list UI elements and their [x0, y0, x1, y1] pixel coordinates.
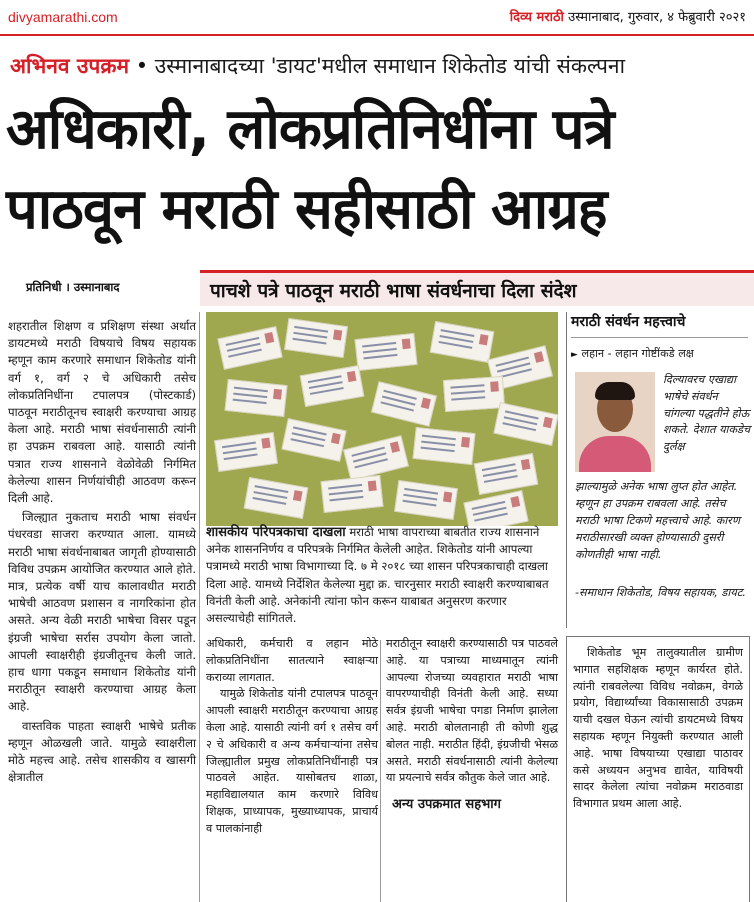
postcard-image — [394, 480, 458, 520]
postcard-image — [371, 381, 437, 427]
column-1-paragraph: शहरातील शिक्षण व प्रशिक्षण संस्था अर्थात डायटमध्ये मराठी विषयाचे विषय सहायक म्हणून काम करणारे समाधान शिकेतोड यांनी वर्ग १, वर्ग २ चे अधिकारी तसेच लोकप्रतिनिधींना टपालपत्र (पोस्टकार्ड) पाठवून मराठीतूनच स्वाक्षरी करण्याचा आग्रह केला आहे. मराठी भाषा संवर्धनासाठी त्यांनी हा उपक्रम राबवला आहे. यासाठी त्यांनी पत्रात राज्य शासनाने वेळोवेळी निर्गमित केलेल्या शासन निर्णयांचीही आठवण करून दिली आहे. — [8, 319, 196, 506]
column-1-paragraph: वास्तविक पाहता स्वाक्षरी भाषेचे प्रतीक म्हणून ओळखली जाते. यामुळे स्वाक्षरीला मोठे महत्त्व आहे. तसेच शासकीय व खासगी क्षेत्रातील — [8, 718, 196, 785]
deck-headline: पाचशे पत्रे पाठवून मराठी भाषा संवर्धनाचा दिला संदेश — [200, 270, 754, 306]
postcard-image — [354, 333, 417, 371]
column-divider — [380, 640, 381, 902]
postcard-image — [443, 376, 505, 412]
kicker — [10, 52, 625, 80]
sidebar-box — [566, 312, 750, 628]
column-1 — [8, 318, 196, 788]
column-1-paragraph: जिल्ह्यात नुकताच मराठी भाषा संवर्धन पंधरवडा साजरा करण्यात आला. यामध्ये मराठी भाषा संवर्धनाबाबत जागृती होण्यासाठी विविध उपक्रम आयोजित करण्यात आले होते. मात्र, प्रत्येक वर्षी याच कालावधीत मराठी भाषेची आठवण प्रशासन व नागरिकांना होत असते. अन्य वेळी मराठी भाषेचा विसर पडून इंग्रजी भाषेचा सर्रास उपयोग केला जातो. आपली स्वाक्षरीही इंग्रजीतूनच केली जाते. हाच धागा पकडून समाधान शिकेतोड यांनी मराठीतून स्वाक्षरी करण्याचा आग्रह केला आहे. — [8, 510, 196, 714]
column-4-box — [566, 636, 750, 902]
postcard-image — [320, 475, 383, 513]
top-bar — [0, 0, 754, 36]
postcard-image — [281, 418, 346, 462]
postcard-image — [493, 402, 558, 446]
brand-logo: दिव्य मराठी — [509, 10, 564, 25]
postcard-image — [214, 432, 278, 472]
subhead: अन्य उपक्रमात सहभाग — [392, 797, 501, 813]
postcard-image — [430, 321, 495, 363]
column-2-paragraph: अधिकारी, कर्मचारी व लहान मोठे लोकप्रतिनिधींना सातत्याने स्वाक्षऱ्या कराव्या लागतात. — [206, 637, 378, 684]
postcard-image — [463, 490, 528, 526]
portrait-shirt — [579, 436, 651, 472]
postcard-image — [244, 477, 309, 519]
headline-line-1: अधिकारी, लोकप्रतिनिधींना पत्रे — [6, 97, 614, 162]
site-url[interactable]: divyamarathi.com — [8, 9, 118, 25]
postcard-image — [412, 427, 475, 465]
column-divider — [199, 312, 200, 902]
caption-text: मराठी भाषा वापराच्या बाबतीत राज्य शासनाने अनेक शासननिर्णय व परिपत्रके निर्गमित केलेली आहेत. शिकेतोड यांनी आपल्या पत्रामध्ये मराठी भाषा विभागाच्या दि. ७ मे २०१८ च्या शासन परिपत्रकाचाही दाखला दिला आहे. यामध्ये निर्देशित केलेल्या मुद्दा क्र. चारनुसार मराठी स्वाक्षरी करण्याबाबत विनंती केली आहे. अनेकांनी त्यांना फोन करून याबाबत अनुसरण करणार असल्याचेही सांगितले. — [206, 525, 549, 626]
masthead — [510, 7, 746, 25]
column-4-paragraph: शिकेतोड भूम तालुक्यातील ग्रामीण भागात सहशिक्षक म्हणून कार्यरत होते. त्यांनी राबवलेल्या विविध नवोक्रम, वेगळे प्रयोग, विद्यार्थ्यांच्या विकासासाठी उपक्रम याची दखल घेऊन त्यांची डायटमध्ये विषय सहायक म्हणून नियुक्ती करण्यात आली आहे. भाषा विषयाच्या एखाद्या पाठावर कसे अध्ययन अनुभव द्यावेत, याविषयी सादर केलेला त्यांचा नवोक्रम मराठवाडा विभागात प्रथम आला आहे. — [573, 646, 743, 811]
postcard-image — [474, 453, 539, 495]
postcard-image — [343, 435, 409, 481]
postcard-image — [284, 318, 348, 358]
sidebar-body: झाल्यामुळे अनेक भाषा लुप्त होत आहेत. म्हणून हा उपक्रम राबवला आहे. तसेच मराठी भाषा टिकणे महत्त्वाचे आहे. कारण मराठीसारखी व्यक्त होण्यासाठी दुसरी कोणतीही भाषा नाही. — [575, 480, 740, 561]
photo-caption — [206, 524, 558, 627]
kicker-separator: • — [135, 54, 149, 78]
kicker-label: अभिनव उपक्रम — [10, 54, 130, 78]
sidebar-lead — [571, 346, 750, 361]
sidebar-lead-text: लहान - लहान गोष्टींकडे लक्ष — [581, 347, 694, 360]
postcard-image — [217, 326, 282, 370]
sidebar-wrap-text: दिल्यावरच एखाद्या भाषेचे संवर्धन चांगल्या पद्धतीने होऊ शकते. देशात याकडेच दुर्लक्ष — [663, 373, 751, 454]
triangle-bullet-icon: ► — [571, 350, 578, 360]
author-portrait — [575, 372, 655, 472]
portrait-hair — [595, 382, 635, 400]
postcard-image — [224, 379, 287, 417]
dateline: उस्मानाबाद, गुरुवार, ४ फेब्रुवारी २०२१ — [568, 10, 746, 25]
headline — [6, 90, 748, 250]
sidebar-title: मराठी संवर्धन महत्त्वाचे — [571, 312, 748, 338]
column-2 — [206, 636, 378, 838]
column-3-paragraph: मराठीतून स्वाक्षरी करण्यासाठी पत्र पाठवले आहे. या पत्राच्या माध्यमातून त्यांनी आपल्या रोजच्या व्यवहारात मराठी भाषा वापरण्याचीही विनंती केली आहे. सध्या सर्वत्र इंग्रजी भाषेचा पगडा निर्माण झालेला आहे. मराठी बोलतानाही ती कोणी शुद्ध बोलत नाही. मराठीत हिंदी, इंग्रजीची भेसळ असते. मराठी संवर्धनासाठी त्यांनी केलेल्या या प्रयत्नाचे सर्वत्र कौतुक केले जात आहे. — [386, 637, 558, 785]
kicker-text: उस्मानाबादच्या 'डायट'मधील समाधान शिकेतोड यांची संकल्पना — [154, 54, 626, 78]
postcards-photo — [206, 312, 558, 526]
column-3 — [386, 636, 558, 814]
sidebar-signature: -समाधान शिकेतोड, विषय सहायक, डायट. — [575, 586, 746, 599]
column-2-paragraph: यामुळे शिकेतोड यांनी टपालपत्र पाठवून आपली स्वाक्षरी मराठीतून करण्याचा आग्रह केला आहे. यासाठी त्यांनी वर्ग १ तसेच वर्ग २ चे अधिकारी व अन्य कर्मचाऱ्यांना तसेच जिल्ह्यातील प्रमुख लोकप्रतिनिधींनाही पत्र पाठवले आहेत. यासोबतच शाळा, महाविद्यालयात काम करणारे विविध शिक्षक, प्राध्यापक, मुख्याध्यापक, प्राचार्य व पालकांनाही — [206, 687, 378, 835]
caption-title: शासकीय परिपत्रकाचा दाखला — [206, 525, 346, 540]
headline-line-2: पाठवून मराठी सहीसाठी आग्रह — [6, 177, 607, 242]
postcard-image — [300, 365, 365, 407]
byline: प्रतिनिधी । उस्मानाबाद — [26, 280, 120, 294]
